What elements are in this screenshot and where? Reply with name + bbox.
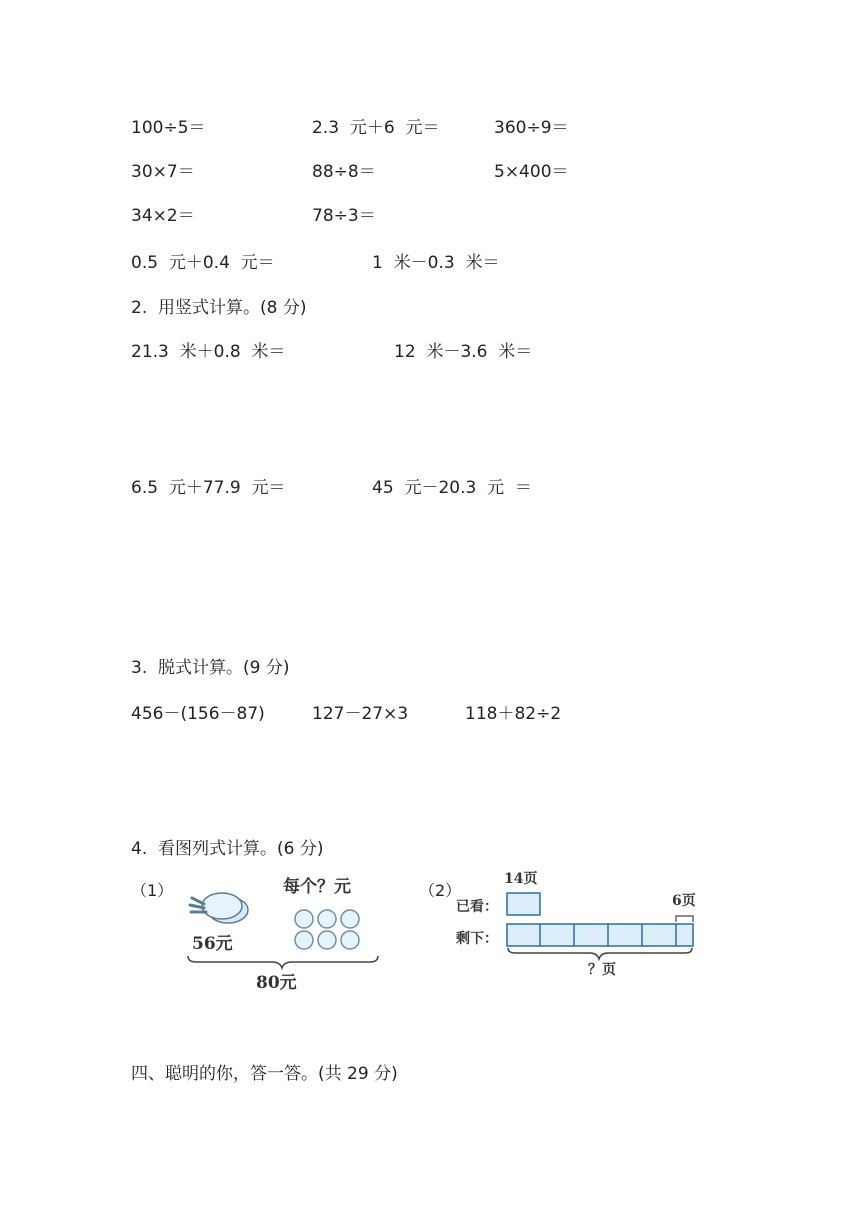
ball-price-question: 每个？元 — [283, 877, 351, 897]
stepwise-item-3: 118＋82÷2 — [465, 704, 562, 724]
oral-item-1-1: 100÷5＝ — [131, 118, 206, 138]
remain-pages-question: ？页 — [588, 962, 616, 978]
oral-item-1-2: 2.3 元＋6 元＝ — [312, 118, 440, 138]
vertical-calc-item-1: 21.3 米＋0.8 米＝ — [131, 342, 286, 362]
read-pages-label: 14页 — [504, 871, 538, 887]
oral-item-2-1: 30×7＝ — [131, 162, 195, 182]
stepwise-item-2: 127－27×3 — [312, 704, 409, 724]
oral-item-3-2: 78÷3＝ — [312, 206, 376, 226]
ping-pong-balls-icon — [295, 910, 359, 949]
oral-item-4-2: 1 米－0.3 米＝ — [372, 253, 500, 273]
section-2-title: 2. 用竖式计算。(8 分) — [131, 298, 307, 318]
remain-label: 剩下： — [456, 931, 498, 947]
read-label: 已看： — [456, 899, 498, 915]
paddle-price-label: 56元 — [192, 934, 233, 954]
figure-1-label: （1） — [131, 881, 174, 900]
section-four-title: 四、聪明的你，答一答。(共 29 分) — [131, 1064, 398, 1084]
extra-pages-bracket — [676, 916, 693, 922]
extra-pages-label: 6页 — [672, 893, 696, 909]
oral-item-1-3: 360÷9＝ — [494, 118, 569, 138]
read-pages-bar — [507, 893, 540, 915]
figure-2-drawing — [500, 888, 700, 978]
vertical-calc-item-4: 45 元－20.3 元 ＝ — [372, 478, 532, 498]
oral-item-3-1: 34×2＝ — [131, 206, 195, 226]
vertical-calc-item-3: 6.5 元＋77.9 元＝ — [131, 478, 286, 498]
figure-2-label: （2） — [419, 881, 462, 900]
oral-item-2-3: 5×400＝ — [494, 162, 569, 182]
stepwise-item-1: 456－(156－87) — [131, 704, 265, 724]
oral-item-2-2: 88÷8＝ — [312, 162, 376, 182]
remaining-brace — [508, 948, 692, 959]
section-3-title: 3. 脱式计算。(9 分) — [131, 658, 290, 678]
vertical-calc-item-2: 12 米－3.6 米＝ — [394, 342, 533, 362]
ping-pong-paddles-icon — [190, 893, 248, 923]
oral-item-4-1: 0.5 元＋0.4 元＝ — [131, 253, 275, 273]
total-brace — [188, 956, 378, 968]
remaining-pages-bar — [507, 924, 693, 946]
section-4-title: 4. 看图列式计算。(6 分) — [131, 839, 324, 859]
total-price-label: 80元 — [256, 973, 297, 993]
